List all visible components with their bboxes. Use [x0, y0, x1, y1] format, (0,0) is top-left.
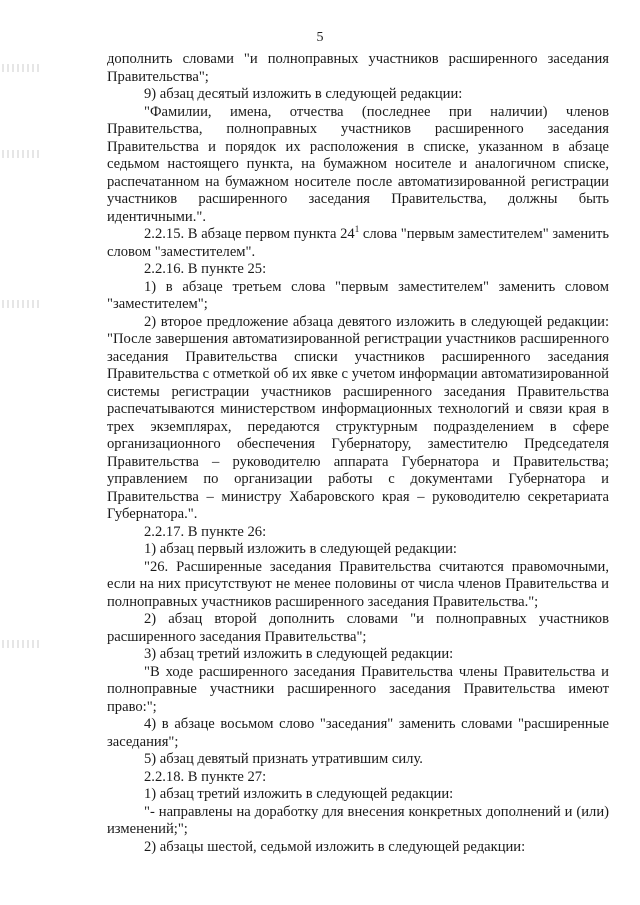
paragraph: "Фамилии, имена, отчества (последнее при наличии) членов Правительства, полноправных участников расширенного заседания Правительства и порядок их расположения в списке, указанном в абзаце седьмом настоящего пункта, на бумажном носителе и аналогичном списке, распечатанном на бумажном носителе после автоматизированной регистрации участников расширенного заседания Правительства, должны быть идентичными.". [107, 103, 609, 225]
paragraph: 2) абзац второй дополнить словами "и полноправных участников расширенного заседания Правительства"; [107, 611, 609, 645]
document-body [107, 51, 609, 856]
paragraph: дополнить словами "и полноправных участников расширенного заседания Правительства"; [107, 51, 609, 85]
paragraph: 1) абзац третий изложить в следующей редакции: [144, 786, 454, 802]
paragraph: 9) абзац десятый изложить в следующей редакции: [144, 86, 463, 102]
superscript: 1 [354, 224, 360, 235]
paragraph: 1) в абзаце третьем слова "первым заместителем" заменить словом "заместителем"; [107, 278, 609, 312]
paragraph: 2.2.16. В пункте 25: [144, 261, 267, 277]
paragraph: "26. Расширенные заседания Правительства считаются правомочными, если на них присутствуют не менее половины от числа членов Правительства и полноправных участников расширенного заседания Правительства."; [107, 558, 609, 610]
paragraph: 2.2.18. В пункте 27: [144, 768, 267, 785]
paragraph: "- направлены на доработку для внесения конкретных дополнений и (или) изменений;"; [107, 803, 609, 837]
paragraph: 5) абзац девятый признать утратившим силу. [144, 751, 423, 767]
scan-margin-artifact [2, 64, 42, 72]
paragraph-text: слова "первым заместителем" заменить словом "заместителем". [107, 226, 609, 260]
page-number: 5 [316, 30, 324, 45]
scan-margin-artifact [2, 640, 42, 648]
paragraph: 1) абзац первый изложить в следующей редакции: [144, 541, 457, 557]
paragraph: 2.2.17. В пункте 26: [144, 523, 267, 540]
paragraph [107, 226, 609, 261]
paragraph: "В ходе расширенного заседания Правительства члены Правительства и полноправные участники расширенного заседания Правительства имеют право:"; [107, 663, 609, 715]
paragraph: 4) в абзаце восьмом слово "заседания" заменить словами "расширенные заседания"; [107, 716, 609, 750]
scan-margin-artifact [2, 150, 42, 158]
paragraph: 3) абзац третий изложить в следующей редакции: [144, 646, 454, 662]
paragraph: 2) второе предложение абзаца девятого изложить в следующей редакции: "После завершения автоматизированной регистрации участников расширенного заседания Правительства списки участников расширенного заседания Правительства с отметкой об их явке с учетом информации автоматизированной системы регистрации участников расширенного заседания Правительства распечатываются министерством информационных технологий и связи края в трех экземплярах, передаются структурным подразделением в сфере организационного обеспечения Губернатору, заместителю Председателя Правительства – руководителю аппарата Губернатора и Правительства; управлением по организации работы с документами Губернатора и Правительства – министру Хабаровского края – руководителю секретариата Губернатора.". [107, 313, 609, 522]
paragraph-text: 2.2.15. В абзаце первом пункта 24 [144, 226, 355, 242]
paragraph: 2) абзацы шестой, седьмой изложить в следующей редакции: [144, 838, 526, 855]
scan-margin-artifact [2, 300, 42, 308]
